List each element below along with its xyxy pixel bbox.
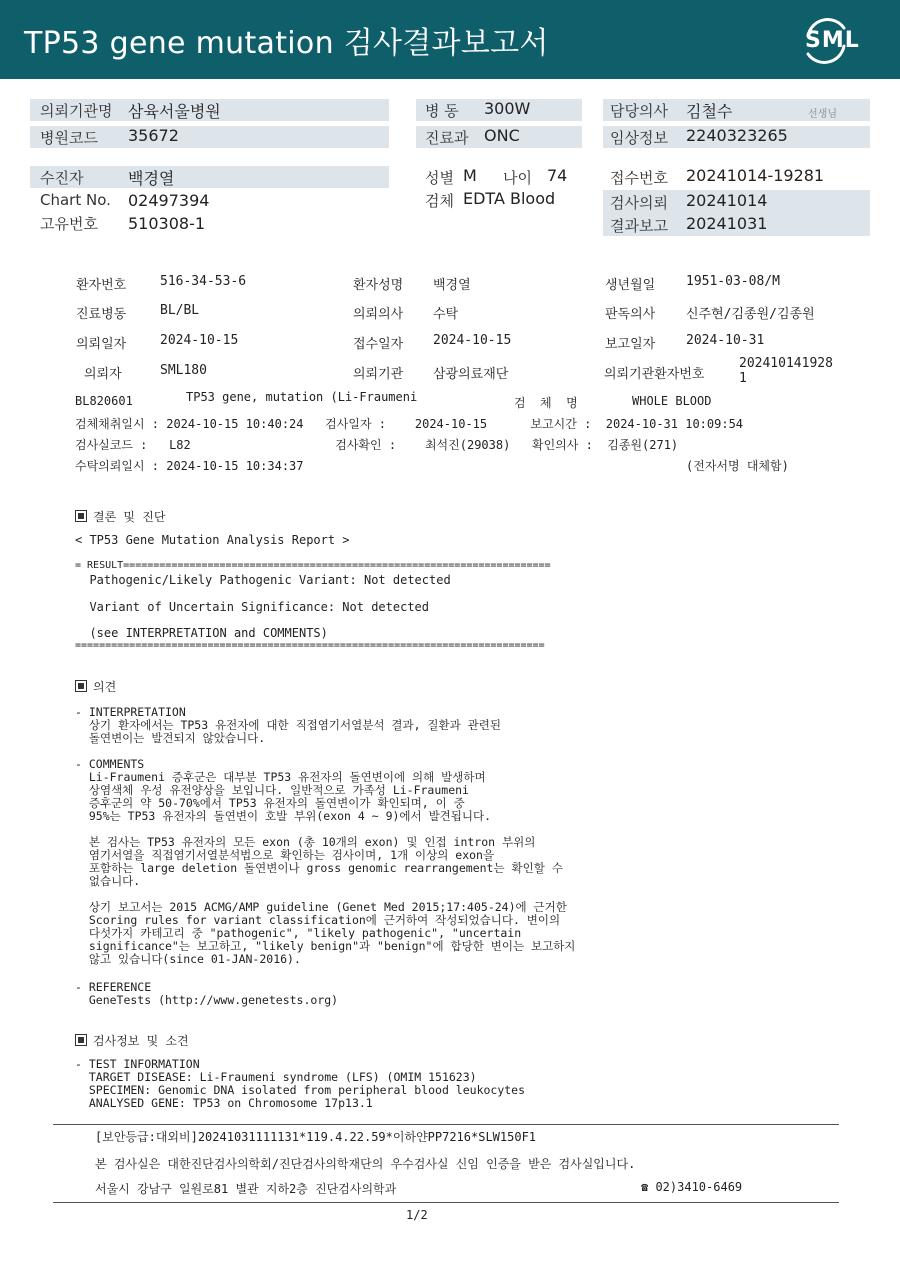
square-bullet-icon: [75, 1034, 87, 1046]
certification-line: 본 검사실은 대한진단검사의학회/진단검사의학재단의 우수검사실 신임 인증을 받은 검사실입니다.: [95, 1157, 636, 1171]
specimen-name-label: 검 체 명: [514, 396, 578, 410]
meta-line2: 검사실코드 : L82 검사확인 : 최석진(29038) 확인의사 : 김종원(271): [75, 438, 679, 452]
specimen-label: 검체: [425, 192, 454, 210]
logo-text: SML: [805, 28, 860, 53]
page-number: 1/2: [406, 1208, 428, 1222]
result-footer: ==============================================================================: [75, 640, 545, 651]
request-label: 검사의뢰: [610, 194, 668, 212]
detail-r4-v3: 202410141928: [739, 356, 833, 371]
security-line: [보안등급:대외비]20241031111131*119.4.22.59*이하얀PP7216*SLW150F1: [95, 1130, 537, 1144]
testinfo-block: - TEST INFORMATION TARGET DISEASE: Li-Fraumeni syndrome (LFS) (OMIM 151623) SPECIMEN: Genomic DNA isolated from peripheral blood leukocytes ANALYSED GENE: TP53 on Chromosome 17p13.1: [75, 1057, 526, 1110]
chart-label: Chart No.: [40, 191, 111, 209]
section-opinion-title: 의견: [93, 680, 117, 694]
report-title: TP53 gene mutation 검사결과보고서: [24, 26, 549, 61]
code-label: 병원코드: [40, 129, 98, 147]
result-header: = RESULT=======================================================================: [75, 560, 551, 571]
result-line1: Pathogenic/Likely Pathogenic Variant: Not detected: [75, 573, 451, 587]
age-label: 나이: [503, 169, 532, 187]
section-testinfo: [75, 1032, 189, 1049]
meta-line3: 수탁의뢰일시 : 2024-10-15 10:34:37: [75, 459, 304, 473]
detail-r2-l2: 의뢰의사: [353, 307, 404, 322]
sign-note: (전자서명 대체함): [686, 459, 789, 473]
uid-value: 510308-1: [128, 214, 206, 233]
detail-r1-l3: 생년월일: [605, 278, 656, 293]
hospital-label: 의뢰기관명: [40, 102, 113, 120]
detail-r2-v1: BL/BL: [160, 303, 200, 318]
ward-label: 병 동: [425, 102, 459, 120]
detail-r1-v3: 1951-03-08/M: [686, 274, 780, 289]
detail-r4-v3-cont: 1: [739, 371, 747, 386]
footer-bottom-rule: [53, 1202, 839, 1203]
section-testinfo-title: 검사정보 및 소견: [93, 1034, 189, 1048]
clinical-label: 임상정보: [610, 129, 668, 147]
request-value: 20241014: [686, 191, 768, 210]
reference-block: - REFERENCE GeneTests (http://www.genetests.org): [75, 980, 339, 1007]
detail-r4-l2: 의뢰기관: [353, 367, 404, 382]
detail-r1-l2: 환자성명: [353, 278, 404, 293]
result-line3: (see INTERPRETATION and COMMENTS): [75, 626, 328, 640]
age-value: 74: [547, 166, 568, 185]
section-conclusion: [75, 508, 165, 525]
sex-label: 성별: [425, 169, 454, 187]
hospital-value: 삼육서울병원: [128, 102, 221, 121]
detail-r1-v1: 516-34-53-6: [160, 274, 247, 289]
phone-line: ☎ 02)3410-6469: [641, 1180, 743, 1194]
sex-value: M: [463, 166, 477, 185]
section-opinion: [75, 678, 116, 695]
report-value: 20241031: [686, 214, 768, 233]
detail-r4-l1: 의뢰자: [84, 367, 122, 382]
detail-r2-v2: 수탁: [433, 307, 459, 322]
detail-r3-v1: 2024-10-15: [160, 333, 239, 348]
receipt-label: 접수번호: [610, 169, 668, 187]
report-header: [0, 0, 900, 79]
code-value: 35672: [128, 126, 179, 145]
detail-r2-v3: 신주현/김종원/김종원: [686, 307, 815, 322]
result-line2: Variant of Uncertain Significance: Not detected: [75, 600, 430, 614]
detail-r1-v2: 백경열: [433, 278, 471, 293]
detail-r3-l1: 의뢰일자: [76, 337, 127, 352]
detail-r1-l1: 환자번호: [76, 278, 127, 293]
detail-r3-l3: 보고일자: [605, 337, 656, 352]
chart-value: 02497394: [128, 191, 210, 210]
uid-label: 고유번호: [40, 215, 98, 233]
detail-r4-l3: 의뢰기관환자번호: [604, 367, 705, 382]
patient-bar: [30, 166, 389, 188]
footer-top-rule: [53, 1124, 839, 1125]
section-conclusion-title: 결론 및 진단: [93, 510, 166, 524]
address-line: 서울시 강남구 일원로81 별관 지하2층 진단검사의학과: [95, 1182, 397, 1196]
interpretation-block: - INTERPRETATION 상기 환자에서는 TP53 유전자에 대한 직접염기서열분석 결과, 질환과 관련된 돌연변이는 발견되지 않았습니다.: [75, 705, 502, 745]
dept-label: 진료과: [425, 129, 469, 147]
detail-r3-v2: 2024-10-15: [433, 333, 512, 348]
detail-r2-l3: 판독의사: [605, 307, 656, 322]
receipt-value: 20241014-19281: [686, 166, 825, 185]
detail-r2-l1: 진료병동: [76, 307, 127, 322]
specimen-name-value: WHOLE BLOOD: [632, 394, 712, 408]
report-subtitle: < TP53 Gene Mutation Analysis Report >: [75, 533, 350, 547]
detail-r3-v3: 2024-10-31: [686, 333, 765, 348]
clinical-value: 2240323265: [686, 126, 788, 145]
report-label: 결과보고: [610, 217, 668, 235]
doctor-value: 김철수: [686, 102, 733, 121]
detail-r4-v2: 삼광의료재단: [433, 367, 509, 382]
test-code: BL820601: [75, 394, 133, 408]
specimen-value: EDTA Blood: [463, 189, 556, 208]
square-bullet-icon: [75, 680, 87, 692]
patient-label: 수진자: [40, 169, 84, 187]
doctor-label: 담당의사: [610, 102, 668, 120]
dept-value: ONC: [484, 126, 520, 145]
test-name: TP53 gene, mutation (Li-Fraumeni: [186, 390, 418, 404]
ward-value: 300W: [484, 99, 531, 118]
patient-value: 백경열: [128, 169, 175, 188]
comments-block: - COMMENTS Li-Fraumeni 증후군은 대부분 TP53 유전자의 돌연변이에 의해 발생하며 상염색체 우성 유전양상을 보입니다. 일반적으로 가족성 Li-Fraumeni 증후군의 약 50-70%에서 TP53 유전자의 돌연변이가 확인되며, 이 중 95%는 TP53 유전자의 돌연변이 호발 부위(exon 4 ~ 9)에서 발견됩니다. 본 검사는 TP53 유전자의 모든 exon (총 10개의 exon) 및 인접 intron 부위의 염기서열을 직접염기서열분석법으로 확인하는 검사이며, 1개 이상의 exon을 포함하는 large deletion 돌연변이나 gross genomic rearrangement는 확인할 수 없습니다. 상기 보고서는 2015 ACMG/AMP guideline (Genet Med 2015;17:405-24)에 근거한 Scoring rules for variant classification에 근거하여 작성되었습니다. 변이의 다섯가지 카테고리 중 "pathogenic", "likely pathogenic", "uncertain significance"는 보고하고, "likely benign"과 "benign"에 합당한 변이는 보고하지 않고 있습니다(since 01-JAN-2016).: [75, 757, 576, 966]
detail-r3-l2: 접수일자: [353, 337, 404, 352]
meta-line1: 검체채취일시 : 2024-10-15 10:40:24 검사일자 : 2024-10-15 보고시간 : 2024-10-31 10:09:54: [75, 417, 744, 431]
detail-r4-v1: SML180: [160, 363, 207, 378]
doctor-suffix: 선생님: [808, 109, 837, 120]
square-bullet-icon: [75, 510, 87, 522]
